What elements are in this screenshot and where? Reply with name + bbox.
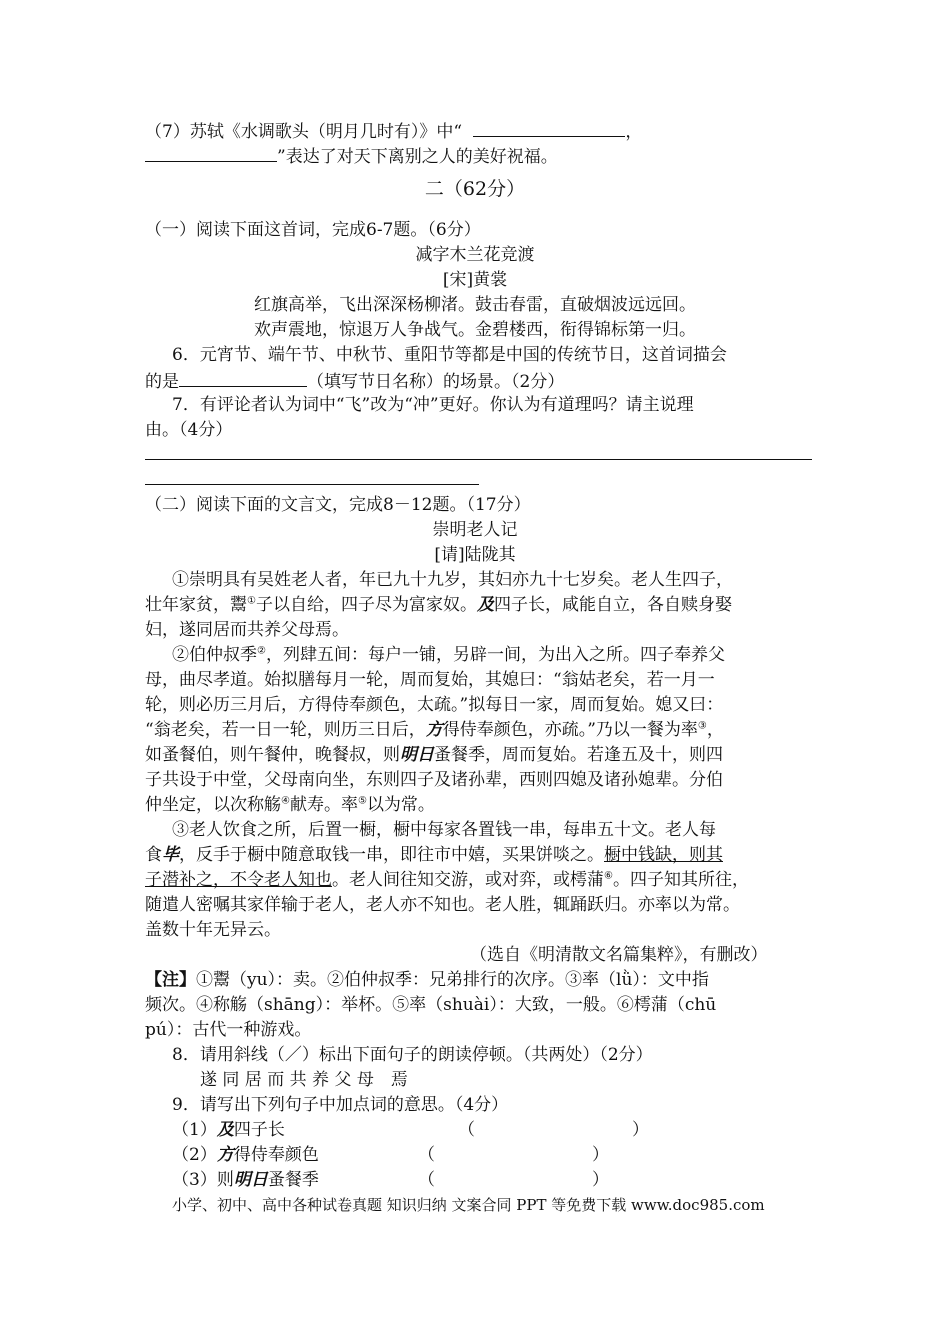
notes-line1: 【注】①鬻（yu）：卖。②伯仲叔季：兄弟排行的次序。③率（lǜ）：文中指 xyxy=(145,970,709,990)
q9-line: 9．请写出下列句子中加点词的意思。（4分） xyxy=(172,1095,509,1115)
q8-line: 8．请用斜线（／）标出下面句子的朗读停顿。（共两处）（2分） xyxy=(172,1045,653,1065)
para2-line2: 母，曲尽孝道。始拟膳每月一轮，周而复始，其媳曰：“翁姑老矣，若一月一 xyxy=(145,670,715,690)
part2-heading: （二）阅读下面的文言文，完成8－12题。（17分） xyxy=(145,495,531,515)
underlined-sentence-part1: 橱中钱缺，则其 xyxy=(604,845,723,865)
note-ref-4: ④ xyxy=(281,795,290,807)
para1-line1: ①崇明具有吴姓老人者，年已九十九岁，其妇亦九十七岁矣。老人生四子， xyxy=(172,570,733,590)
essay-author: [请]陆陇其 xyxy=(434,545,516,565)
para2-line4: “翁老矣，若一日一轮，则历三日后，方得侍奉颜色，亦疏。”乃以一餐为率③， xyxy=(145,720,724,740)
para3-line5: 盖数十年无异云。 xyxy=(145,920,281,940)
blank-answer-2[interactable] xyxy=(145,143,277,162)
note-ref-6: ⑥ xyxy=(604,870,613,882)
blank-answer-1[interactable] xyxy=(473,118,625,137)
para3-line3: 子潜补之，不令老人知也。老人间往知交游，或对弈，或樗蒲⑥。四子知其所往， xyxy=(145,870,749,890)
notes-line3: pú）：古代一种游戏。 xyxy=(145,1020,312,1040)
q9-item-2: （2）方得侍奉颜色 xyxy=(172,1145,319,1165)
part1-heading: （一）阅读下面这首词，完成6-7题。（6分） xyxy=(145,220,481,240)
answer-rule-2[interactable] xyxy=(145,484,479,485)
poem-line-2: 欢声震地，惊退万人争战气。金碧楼西，衔得锦标第一归。 xyxy=(254,320,696,340)
q8-sentence[interactable]: 遂 同 居 而 共 养 父 母 焉 xyxy=(200,1070,408,1090)
para3-line1: ③老人饮食之所，后置一橱，橱中每家各置钱一串，每串五十文。老人每 xyxy=(172,820,716,840)
essay-source: （选自《明清散文名篇集粹》，有删改） xyxy=(470,945,768,965)
q9-answer-1-open[interactable]: （ xyxy=(458,1120,475,1140)
blank-festival[interactable] xyxy=(179,368,307,387)
para3-line4: 随遣人密嘱其家佯输于老人，老人亦不知也。老人胜，辄踊跃归。亦率以为常。 xyxy=(145,895,740,915)
dotted-word-mingri: 明日 xyxy=(400,745,434,765)
para1-line2: 壮年家贫，鬻①子以自给，四子尽为富家奴。及四子长，咸能自立，各自赎身娶 xyxy=(145,595,732,615)
dotted-word-bi: 毕 xyxy=(162,845,179,865)
q9-answer-1-close: ） xyxy=(632,1120,649,1140)
answer-rule-1[interactable] xyxy=(145,459,812,460)
q6-line2: 的是 （填写节日名称）的场景。（2分） xyxy=(145,368,564,394)
para2-line1: ②伯仲叔季②，列肆五间：每户一铺，另辟一间，为出入之所。四子奉养父 xyxy=(172,645,725,665)
q7-poem-line2: ”表达了对天下离别之人的美好祝福。 xyxy=(145,143,558,169)
q9-item-1: （1）及四子长 xyxy=(172,1120,285,1140)
q9-item-3: （3）则明日蚤餐季 xyxy=(172,1170,319,1190)
q7-line2: 由。（4分） xyxy=(145,420,233,440)
q9-answer-3-close: ） xyxy=(592,1170,609,1190)
q9-answer-2-close: ） xyxy=(592,1145,609,1165)
q9-answer-3-open[interactable]: （ xyxy=(418,1170,435,1190)
poem-author: [宋]黄裳 xyxy=(442,270,508,290)
q9-answer-2-open[interactable]: （ xyxy=(418,1145,435,1165)
para2-line3: 轮，则必历三月后，方得侍奉颜色，太疏。”拟每日一家，周而复始。媳又曰： xyxy=(145,695,724,715)
q7-poem-line1: （7）苏轼《水调歌头（明月几时有）》中“ ， xyxy=(145,118,642,144)
para2-line7: 仲坐定，以次称觞④献寿。率⑤以为常。 xyxy=(145,795,435,815)
note-ref-3: ③ xyxy=(697,720,707,732)
essay-title: 崇明老人记 xyxy=(432,520,518,540)
section-title: 二（62分） xyxy=(424,178,526,200)
underlined-sentence-part2: 子潜补之，不令老人知也 xyxy=(145,870,332,890)
q6-line1: 6．元宵节、端午节、中秋节、重阳节等都是中国的传统节日，这首词描会 xyxy=(172,345,727,365)
q7-line1: 7．有评论者认为词中“飞”改为“冲”更好。你认为有道理吗？请主说理 xyxy=(172,395,694,415)
para1-line3: 妇，遂同居而共养父母焉。 xyxy=(145,620,349,640)
poem-title: 减字木兰花竞渡 xyxy=(415,245,535,265)
para2-line6: 子共设于中堂，父母南向坐，东则四子及诸孙辈，西则四媳及诸孙媳辈。分伯 xyxy=(145,770,723,790)
para2-line5: 如蚤餐伯，则午餐仲，晚餐叔，则明日蚤餐季，周而复始。若逢五及十，则四 xyxy=(145,745,723,765)
dotted-word-fang: 方 xyxy=(425,720,443,740)
note-ref-1: ① xyxy=(247,595,256,607)
para3-line2: 食毕，反手于橱中随意取钱一串，即往市中嬉，买果饼啖之。橱中钱缺，则其 xyxy=(145,845,723,865)
page-footer: 小学、初中、高中各种试卷真题 知识归纳 文案合同 PPT 等免费下载 www.doc985.com xyxy=(172,1196,765,1214)
note-ref-5: ⑤ xyxy=(357,795,367,807)
dotted-word-ji: 及 xyxy=(476,595,494,615)
poem-line-1: 红旗高举，飞出深深杨柳渚。鼓击春雷，直破烟波远远回。 xyxy=(254,295,696,315)
note-ref-2: ② xyxy=(257,645,266,657)
notes-line2: 频次。④称觞（shāng）：举杯。⑤率（shuài）：大致，一般。⑥樗蒲（chū xyxy=(145,995,717,1015)
